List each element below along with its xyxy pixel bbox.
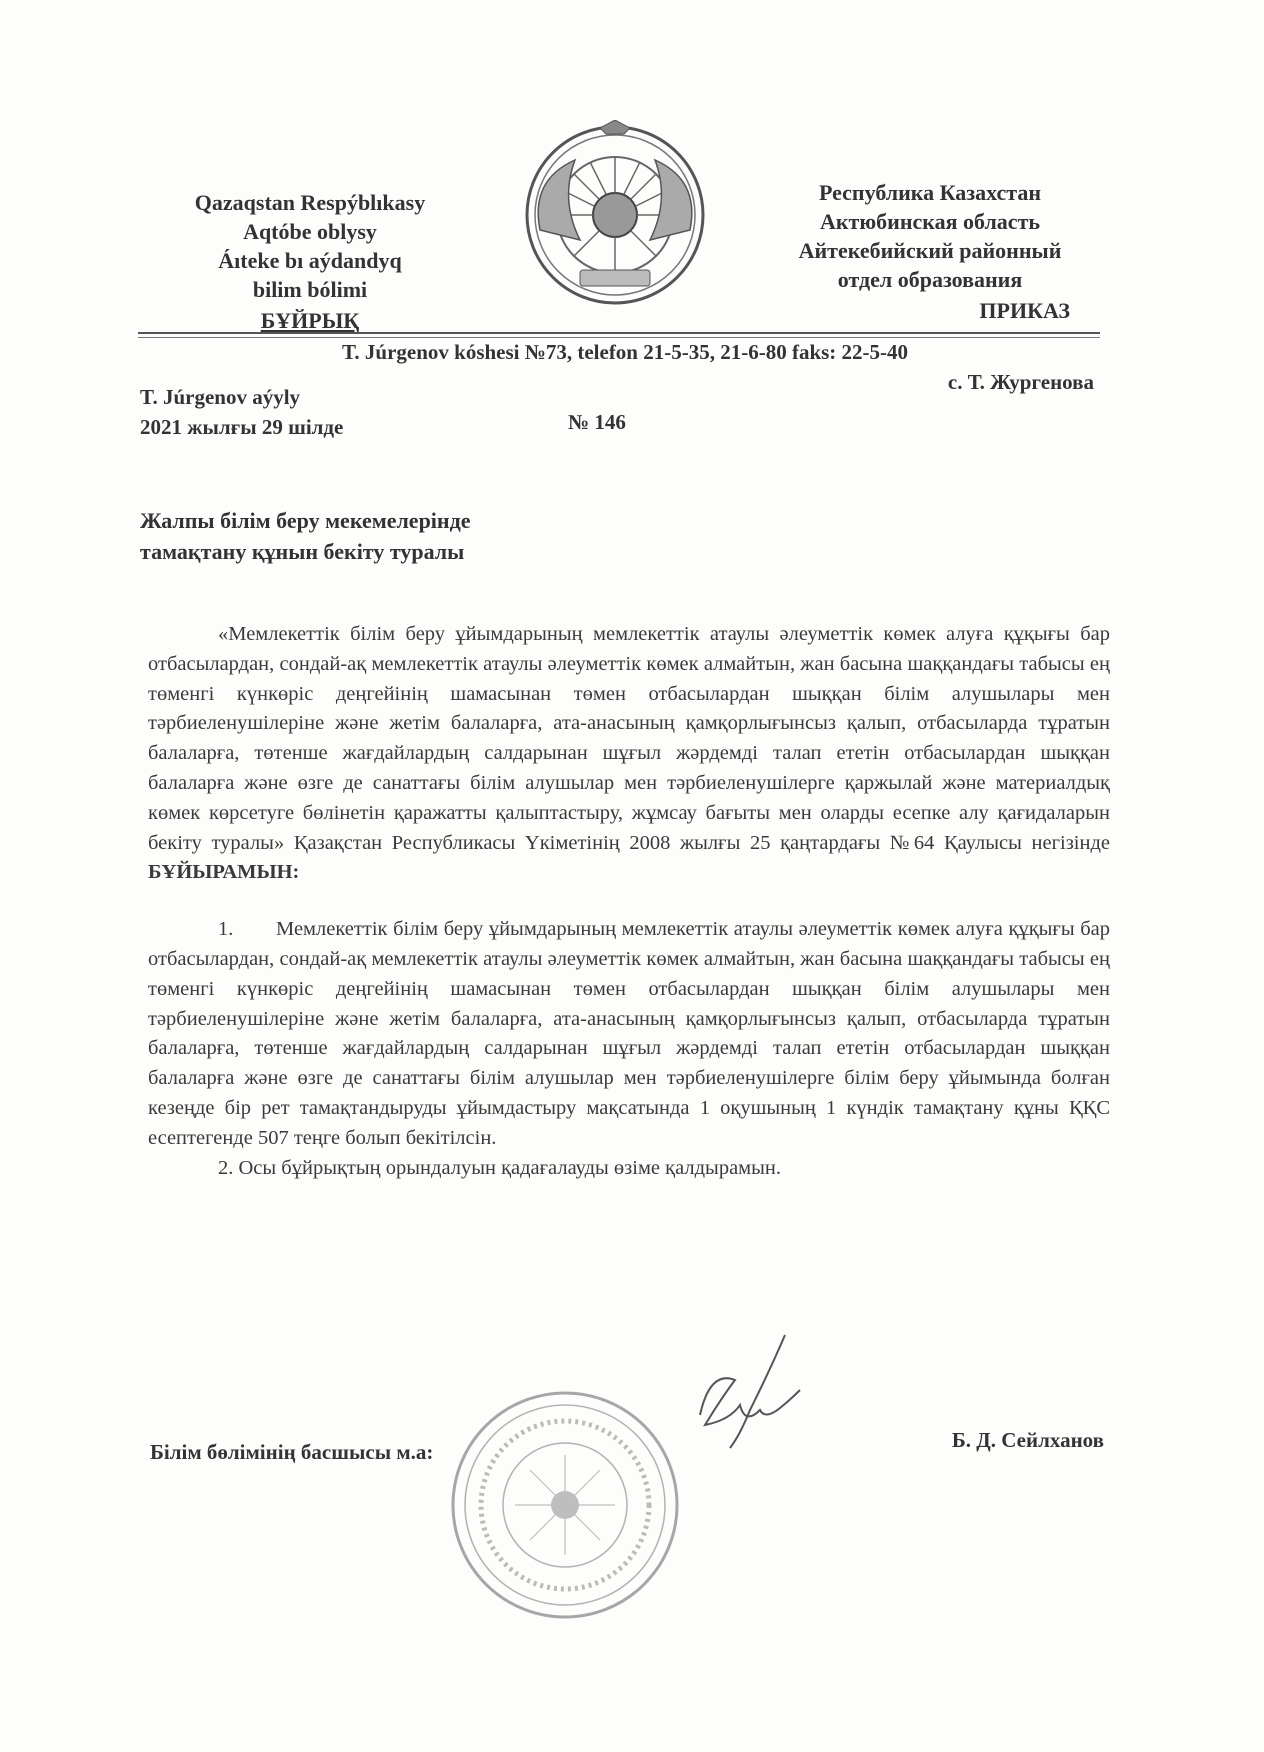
order-number: № 146 — [568, 410, 626, 434]
header-divider-thin — [138, 337, 1100, 338]
header-right-line: Айтекебийский районный — [798, 238, 1062, 263]
header-left-line: Aqtóbe oblysy — [243, 219, 377, 244]
item-text: Мемлекеттік білім беру ұйымдарының мемлекеттік атаулы әлеуметтік көмек алуға құқығы бар отбасылардан, сондай-ақ мемлекеттік атаулы әлеуметтік көмек алмайтын, жан басына шаққандағы табысы ең төменгі күнкөріс деңгейінің шамасынан төмен отбасылардан шыққан білім алушылары мен тәрбиеленушілеріне және жетім балаларға, ата-анасының қамқорлығынсыз қалып, отбасыларда тұратын балаларға, төтенше жағдайлардың салдарынан шұғыл жәрдемді талап ететін отбасылардан шыққан балаларға және өзге де санаттағы білім алушылар мен тәрбиеленушілерге білім беру ұйымында болған кезеңде бір рет тамақтандыруды ұйымдастыру мақсатында 1 оқушының 1 күндік тамақтану құны ҚҚС есептегенде 507 теңге болып бекітілсін. — [148, 918, 1110, 1149]
item-number: 1. — [218, 918, 234, 941]
place-right: с. Т. Жургенова — [947, 370, 1094, 394]
preamble-text: «Мемлекеттік білім беру ұйымдарының мемлекеттік атаулы әлеуметтік көмек алуға құқығы бар отбасылардан, сондай-ақ мемлекеттік атаулы әлеуметтік көмек алмайтын, жан басына шаққандағы табысы ең төменгі күнкөріс деңгейінің шамасынан төмен отбасылардан шыққан білім алушылары мен тәрбиеленушілеріне және жетім балаларға, ата-анасының қамқорлығынсыз қалып, отбасыларда тұратын балаларға, төтенше жағдайлардың салдарынан шұғыл жәрдемді талап ететін отбасылардан шыққан балаларға және өзге де санаттағы білім алушылар мен тәрбиеленушілерге қаржылай және материалдық көмек көрсетуге бөлінетін қаражатты қалыптастыру, жұмсау бағыты мен оларды есепке алу қағидаларын бекіту туралы» Қазақстан Республикасы Үкіметінің 2008 жылғы 25 қаңтардағы №64 Қаулысы негізінде — [148, 623, 1110, 854]
signatory-name: Б. Д. Сейлханов — [951, 1428, 1104, 1452]
preamble-paragraph — [148, 620, 1110, 888]
header-divider — [138, 332, 1100, 334]
place-left: T. Júrgenov aýyly — [140, 385, 301, 409]
signatory-title: Білім бөлімінің басшысы м.а: — [150, 1440, 434, 1464]
header-right-title: ПРИКАЗ — [979, 298, 1070, 323]
order-item-2: 2. Осы бұйрықтың орындалуын қадағалауды өзіме қалдырамын. — [218, 1156, 782, 1179]
place-date-block — [140, 382, 343, 442]
header-left-title: БҰЙРЫҚ — [260, 308, 360, 333]
order-subject — [140, 505, 470, 567]
kazakhstan-emblem-icon — [520, 120, 710, 310]
order-date: 2021 жылғы 29 шілде — [140, 415, 344, 439]
subject-line: Жалпы білім беру мекемелерінде — [140, 508, 471, 533]
header-right-block — [760, 178, 1100, 325]
order-body — [148, 620, 1110, 1183]
handwritten-signature-icon — [690, 1330, 870, 1460]
header-left-line: bilim bólimi — [252, 277, 368, 302]
order-item-1 — [148, 915, 1110, 1153]
preamble-command: БҰЙЫРАМЫН: — [148, 861, 300, 884]
header-right-line: отдел образования — [837, 267, 1023, 292]
header-right-line: Актюбинская область — [819, 209, 1041, 234]
header-left-line: Qazaqstan Respýblıkasy — [194, 190, 426, 215]
header-left-line: Áıteke bı aýdandyq — [218, 248, 402, 273]
official-seal-icon — [445, 1385, 685, 1625]
header-left-block — [150, 188, 470, 335]
header-right-line: Республика Казахстан — [818, 180, 1042, 205]
subject-line: тамақтану құнын бекіту туралы — [140, 539, 465, 564]
address-line: T. Júrgenov kóshesi №73, telefon 21-5-35, 21-6-80 faks: 22-5-40 — [341, 340, 909, 364]
